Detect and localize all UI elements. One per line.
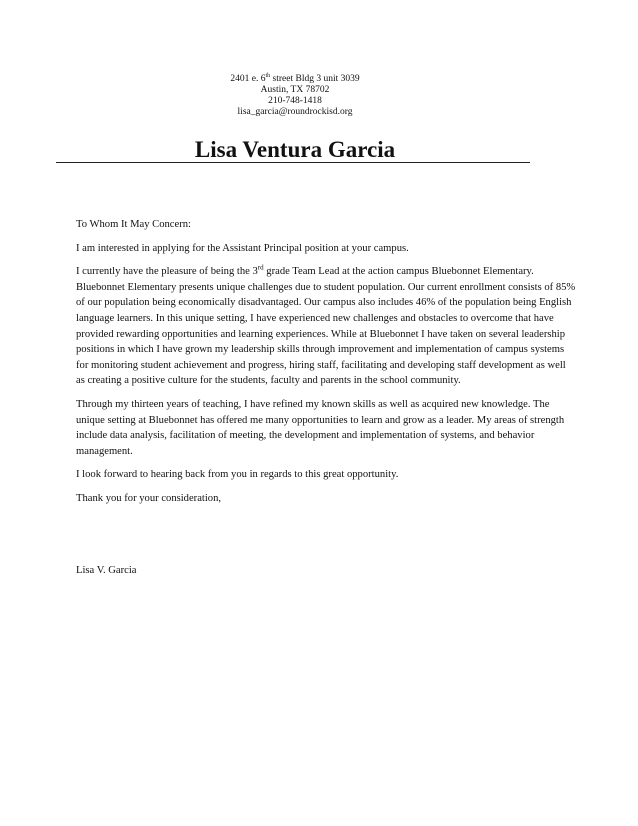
salutation: To Whom It May Concern:: [76, 219, 191, 230]
city-state-zip: Austin, TX 78702: [260, 85, 330, 95]
header-divider: [56, 162, 530, 163]
signature: Lisa V. Garcia: [76, 565, 137, 576]
street-address: 2401 e. 6th street Bldg 3 unit 3039: [230, 72, 360, 84]
applicant-name: Lisa Ventura Garcia: [194, 137, 396, 162]
contact-block: [160, 74, 430, 118]
closing-paragraph: I look forward to hearing back from you in regards to this great opportunity.: [76, 469, 399, 481]
ordinal-suffix: rd: [257, 263, 264, 272]
phone-number: 210-748-1418: [268, 96, 322, 106]
ordinal-suffix: th: [265, 72, 271, 79]
letter-body: [76, 217, 576, 515]
email-address: lisa_garcia@roundrockisd.org: [237, 107, 353, 117]
intro-paragraph: I am interested in applying for the Assistant Principal position at your campus.: [76, 242, 409, 254]
experience-paragraph: I currently have the pleasure of being the 3rd grade Team Lead at the action campus Bluebonnet Elementary. Bluebonnet Elementary presents unique challenges due to student population. Our current enrollment consists of 85% of our population being economically disadvantaged. Our campus also includes 46% of the population being English language learners. In this unique setting, I have experienced new challenges and obstacles to overcome that have provided rewarding opportunities and learning experiences. While at Bluebonnet I have taken on several leadership positions in which I have grown my leadership skills through improvement and implementation of campus systems for monitoring student achievement and progress, hiring staff, facilitating and developing staff development as well as creating a positive culture for the students, faculty and parents in the school community.: [76, 263, 576, 387]
skills-paragraph: Through my thirteen years of teaching, I have refined my known skills as well as acquired new knowledge. The unique setting at Bluebonnet has offered me many opportunities to learn and grow as a leader. My areas of strength include data analysis, facilitation of meeting, the development and implementation of systems, and behavior management.: [76, 398, 565, 457]
complimentary-close: Thank you for your consideration,: [76, 492, 222, 504]
